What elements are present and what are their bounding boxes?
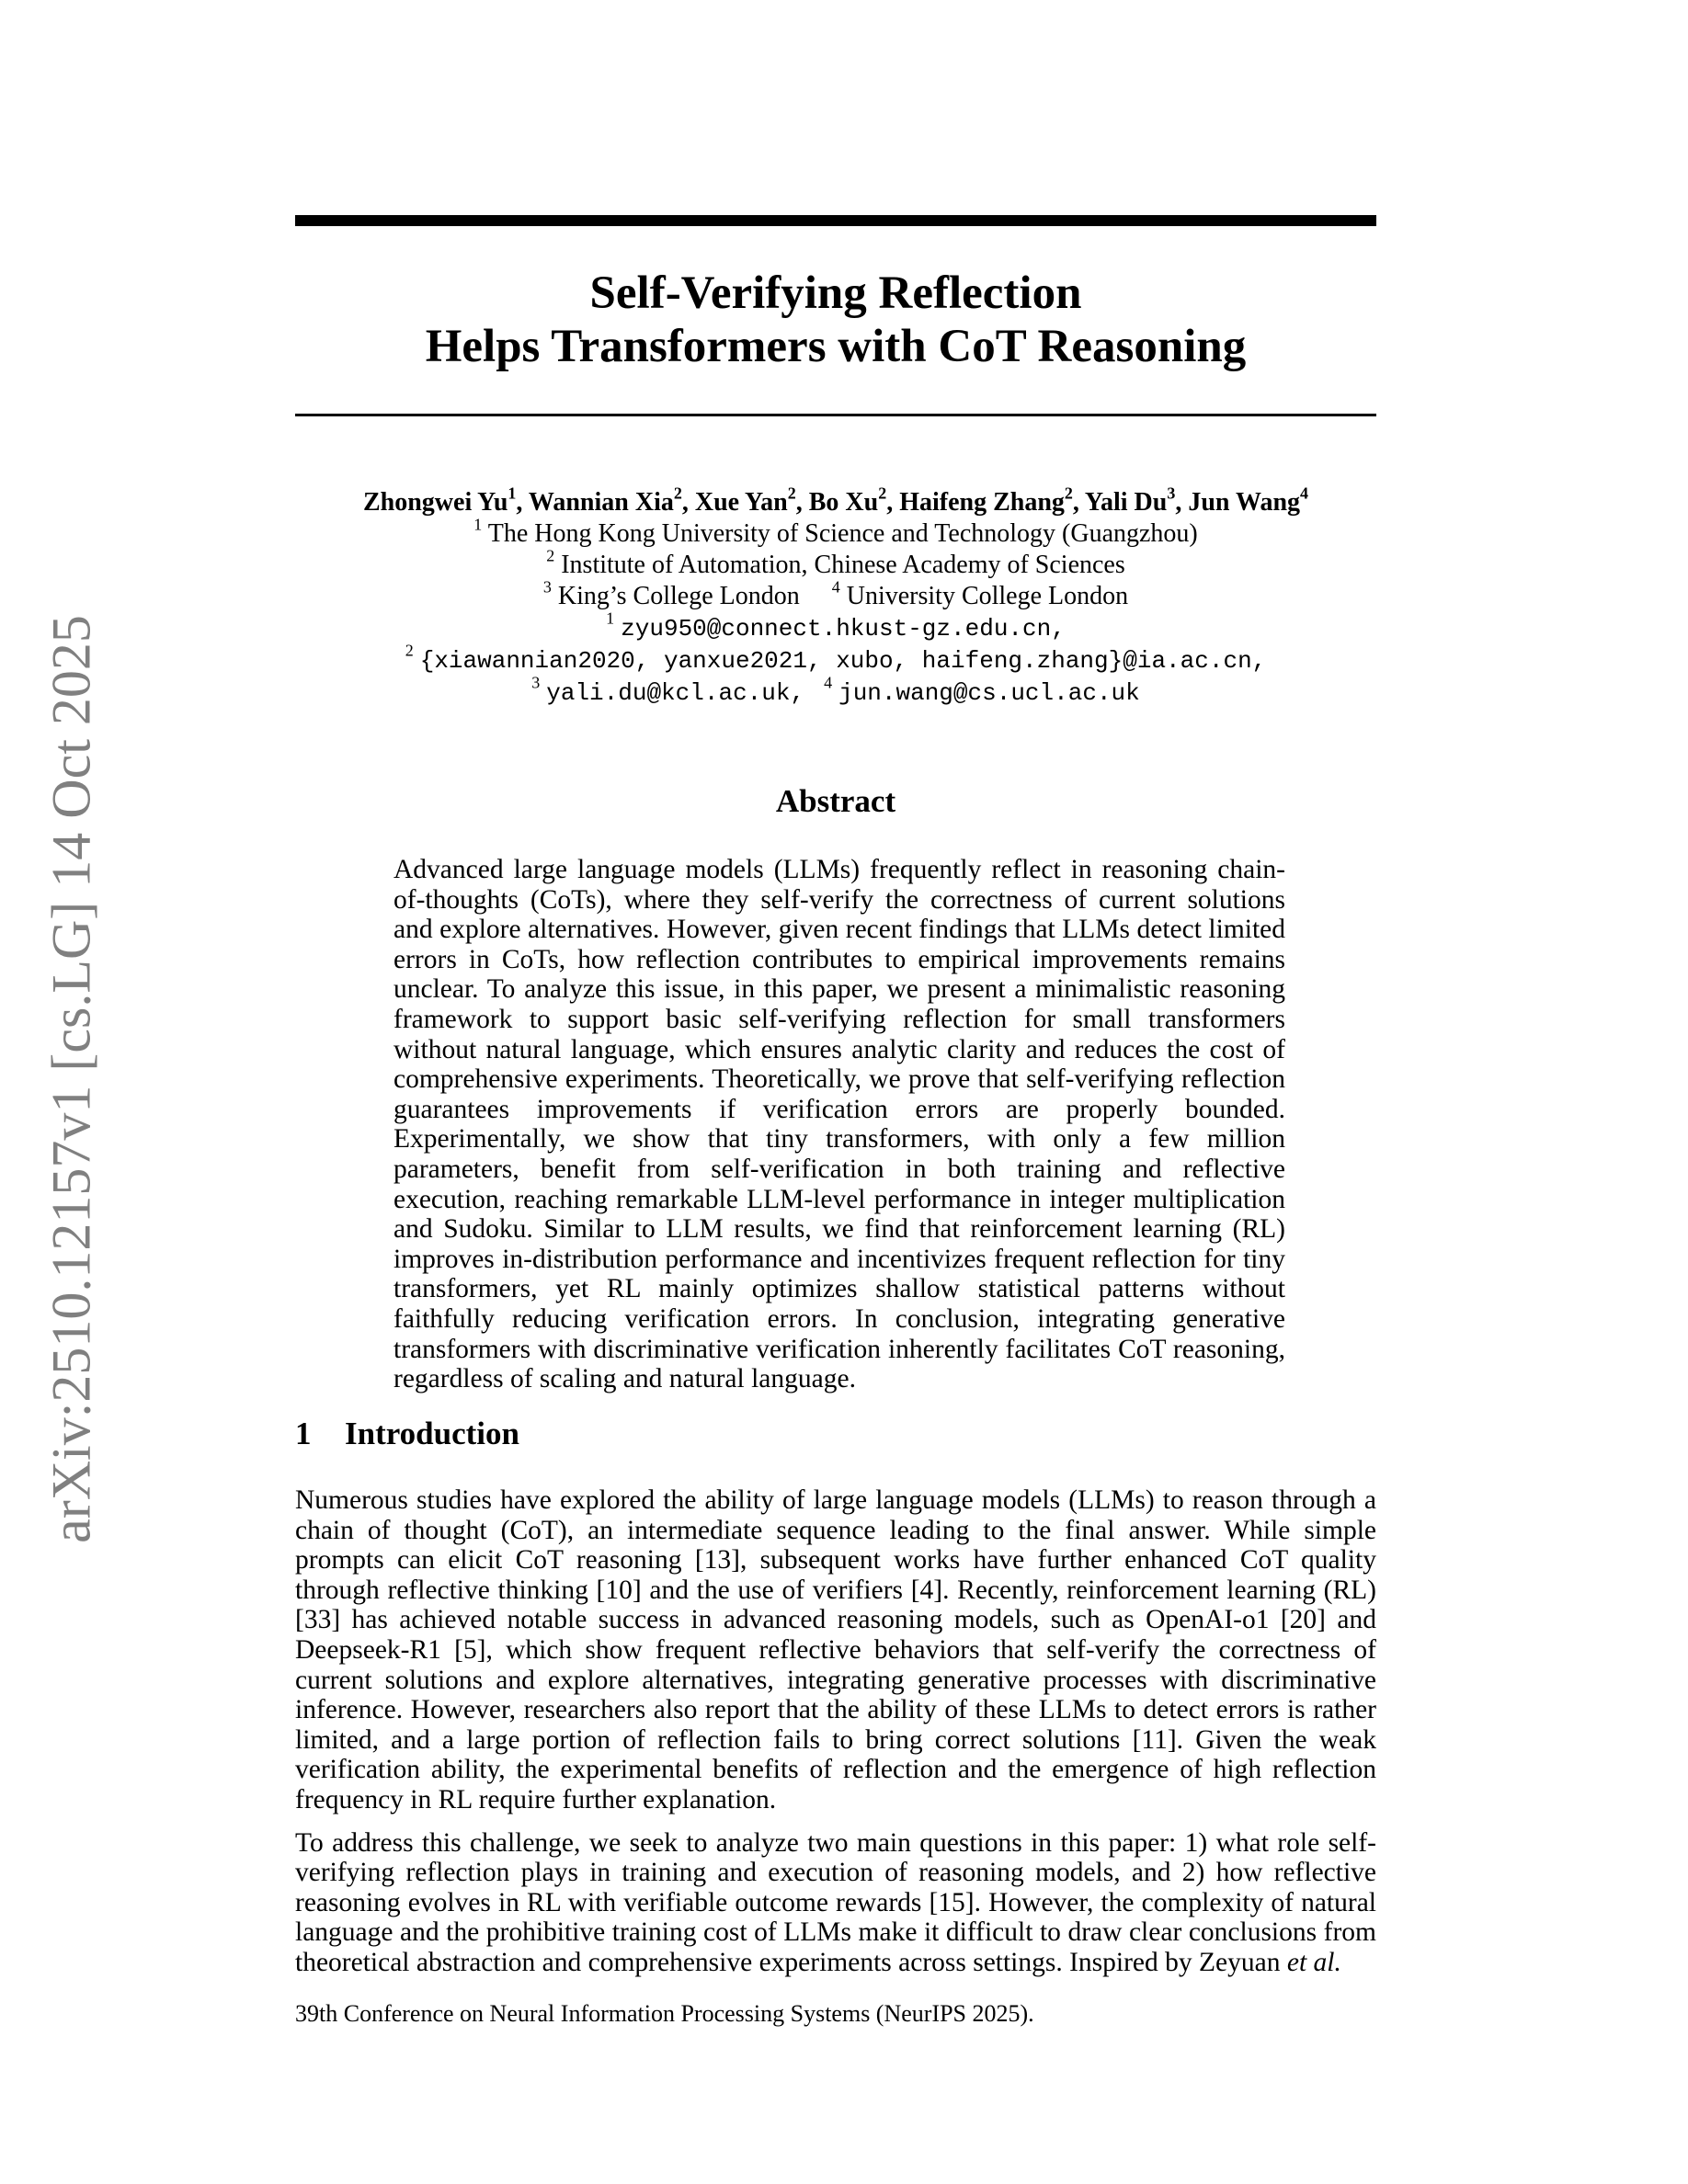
author: Wannian Xia$^2$	[528, 483, 682, 517]
author: Yali Du$^3$	[1084, 483, 1176, 517]
paper-title	[295, 267, 1376, 373]
title-line-1: Self-Verifying Reflection	[589, 267, 1082, 319]
author-block	[295, 483, 1376, 709]
author: Bo Xu$^2$	[808, 483, 887, 517]
paragraph: To address this challenge, we seek to analyze two main questions in this paper: 1) what role self-verifying reflection plays in training and execution of reasoning models, and 2) how reflective reasoning evolves in RL with verifiable outcome rewards [15]. However, the complexity of natural language and the prohibitive training cost of LLMs make it difficult to draw clear conclusions from theoretical abstraction and comprehensive experiments across settings. Inspired by Zeyuan et al.	[295, 1827, 1376, 1977]
arxiv-identifier: arXiv:2510.12157v1 [cs.LG] 14 Oct 2025	[40, 615, 102, 1543]
paragraph: Numerous studies have explored the ability of large language models (LLMs) to reason through a chain of thought (CoT), an intermediate sequence leading to the final answer. While simple prompts can elicit CoT reasoning [13], subsequent works have further enhanced CoT quality through reflective thinking [10] and the use of verifiers [4]. Recently, reinforcement learning (RL) [33] has achieved notable success in advanced reasoning models, such as OpenAI-o1 [20] and Deepseek-R1 [5], which show frequent reflective behaviors that self-verify the correctness of current solutions and explore alternatives, integrating generative processes with discriminative inference. However, researchers also report that the ability of these LLMs to detect errors is rather limited, and a large portion of reflection fails to bring correct solutions [11]. Given the weak verification ability, the experimental benefits of reflection and the emergence of high reflection frequency in RL require further explanation.	[295, 1485, 1376, 1814]
author: Haifeng Zhang$^2$	[899, 483, 1073, 517]
author: Xue Yan$^2$	[694, 483, 796, 517]
abstract-text: Advanced large language models (LLMs) frequently reflect in reasoning chain-of-thoughts (CoTs), where they self-verify the correctness of current solutions and explore alternatives. However, given recent findings that LLMs detect limited errors in CoTs, how reflection contributes to empirical improvements remains unclear. To analyze this issue, in this paper, we present a minimalistic reasoning framework to support basic self-verifying reflection for small transformers without natural language, which ensures analytic clarity and reduces the cost of comprehensive experiments. Theoretically, we prove that self-verifying reflection guarantees improvements if verification errors are properly bounded. Experimentally, we show that tiny transformers, with only a few million parameters, benefit from self-verification in both training and reflective execution, reaching remarkable LLM-level performance in integer multiplication and Sudoku. Similar to LLM results, we find that reinforcement learning (RL) improves in-distribution performance and incentivizes frequent reflection for tiny transformers, yet RL mainly optimizes shallow statistical patterns without faithfully reducing verification errors. In conclusion, integrating generative transformers with discriminative verification inherently facilitates CoT reasoning, regardless of scaling and natural language.	[393, 855, 1285, 1394]
section-heading: 1 Introduction	[295, 1416, 519, 1451]
author-names: Zhongwei Yu$^1$, Wannian Xia$^2$, Xue Yan$^2$, Bo Xu$^2$, Haifeng Zhang$^2$, Yali Du$^3$, Jun Wang$^4$	[362, 483, 1309, 517]
email: $^2$ {xiawannian2020, yanxue2021, xubo, haifeng.zhang}@ia.ac.cn,	[405, 641, 1267, 675]
title-rule	[295, 414, 1376, 416]
affiliation: $^2$ Institute of Automation, Chinese Academy of Sciences	[546, 546, 1125, 579]
title-line-2: Helps Transformers with CoT Reasoning	[425, 321, 1247, 372]
abstract-heading: Abstract	[775, 783, 896, 819]
top-rule	[295, 215, 1376, 226]
affiliation: $^1$ The Hong Kong University of Science and Technology (Guangzhou)	[473, 515, 1198, 548]
affiliation: $^3$ King’s College London $^4$ University College London	[542, 577, 1129, 610]
section-body	[295, 1485, 1376, 1991]
author: Zhongwei Yu$^1$	[362, 483, 517, 517]
email: $^3$ yali.du@kcl.ac.uk, $^4$ jun.wang@cs.ucl.ac.uk	[531, 673, 1140, 707]
conference-footer: 39th Conference on Neural Information Processing Systems (NeurIPS 2025).	[295, 2000, 1034, 2027]
author: Jun Wang$^4$	[1188, 483, 1309, 517]
email: $^1$ zyu950@connect.hkust-gz.edu.cn,	[606, 609, 1066, 643]
